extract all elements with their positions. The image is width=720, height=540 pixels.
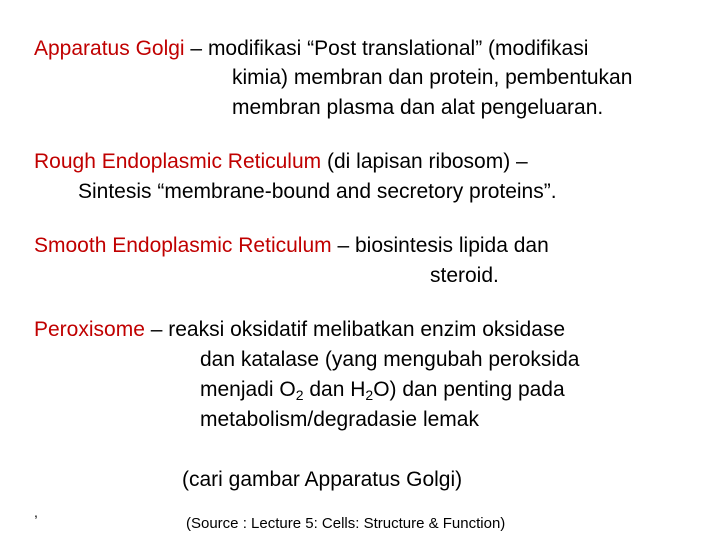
rough-er-desc-1: (di lapisan ribosom) – — [321, 150, 528, 173]
smooth-er-term: Smooth Endoplasmic Reticulum — [34, 234, 332, 257]
stray-comma: , — [34, 504, 38, 520]
peroxisome-line-1 — [34, 318, 565, 342]
smooth-er-desc-1: – biosintesis lipida dan — [331, 234, 549, 257]
rough-er-term: Rough Endoplasmic Reticulum — [34, 150, 322, 173]
formula-middle: dan H — [303, 378, 366, 401]
smooth-er-line-2: steroid. — [430, 264, 499, 287]
golgi-line-3: membran plasma dan alat pengeluaran. — [232, 96, 604, 119]
golgi-desc-1: – modifikasi “Post translational” (modifikasi — [184, 37, 589, 60]
peroxisome-line-4: metabolism/degradasie lemak — [200, 408, 479, 431]
peroxisome-desc-1: – reaksi oksidatif melibatkan enzim oksidase — [144, 318, 566, 341]
source-citation: (Source : Lecture 5: Cells: Structure & Function) — [186, 515, 506, 532]
rough-er-line-1 — [34, 150, 528, 174]
formula-sub-o2: 2 — [295, 387, 304, 403]
peroxisome-line-2: dan katalase (yang mengubah peroksida — [200, 348, 580, 371]
peroxisome-line-3 — [200, 378, 565, 402]
formula-sub-h2: 2 — [365, 387, 374, 403]
rough-er-line-2: Sintesis “membrane-bound and secretory proteins”. — [78, 180, 557, 203]
formula-after: O) dan penting pada — [373, 378, 565, 401]
peroxisome-term: Peroxisome — [34, 318, 145, 341]
golgi-line-2: kimia) membran dan protein, pembentukan — [232, 66, 633, 89]
golgi-term: Apparatus Golgi — [34, 37, 185, 60]
image-note: (cari gambar Apparatus Golgi) — [182, 468, 463, 491]
smooth-er-line-1 — [34, 234, 549, 258]
golgi-line-1 — [34, 37, 588, 61]
formula-before: menjadi O — [200, 378, 296, 401]
